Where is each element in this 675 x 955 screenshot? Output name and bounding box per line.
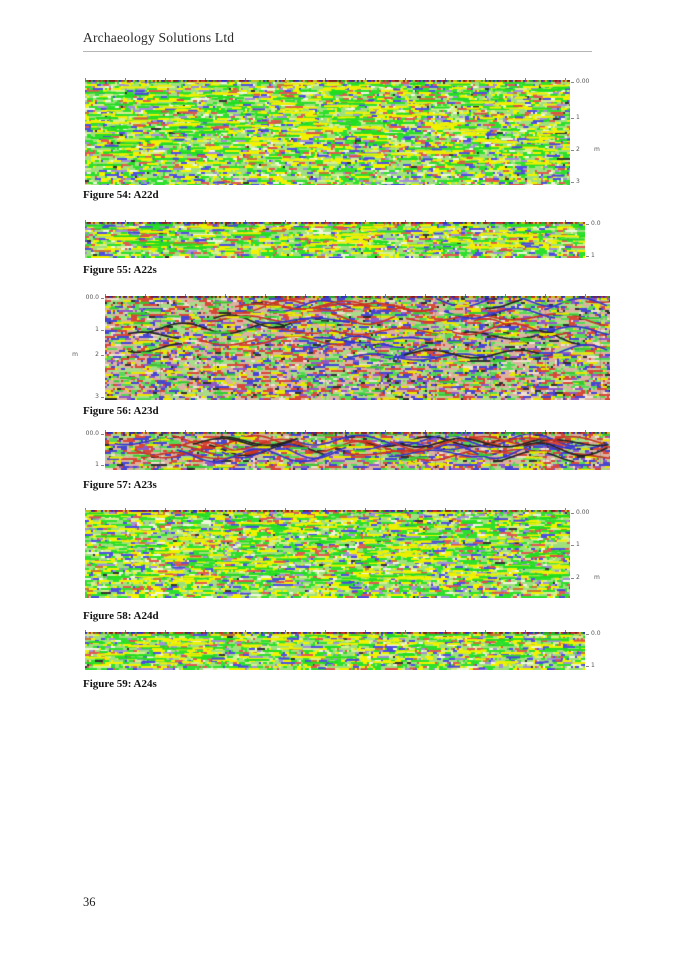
axis-tick-label: 0.00: [576, 508, 590, 516]
page-number: 36: [83, 895, 96, 909]
header-rule: [83, 51, 592, 52]
axis-tick-mark: [571, 182, 574, 183]
figure-caption-A24d: Figure 58: A24d: [83, 610, 159, 622]
top-ruler-ticks: [85, 508, 570, 510]
figure-caption-A22d: Figure 54: A22d: [83, 189, 159, 201]
axis-tick-label: 3: [95, 392, 99, 400]
axis-unit-label: m: [594, 574, 600, 582]
radargram-image-A24s: [85, 632, 585, 670]
axis-tick-mark: [571, 82, 574, 83]
axis-tick-label: 1: [95, 326, 99, 334]
top-ruler-ticks: [105, 294, 610, 296]
axis-tick-label: 2: [576, 145, 580, 153]
figure-caption-A24s: Figure 59: A24s: [83, 678, 157, 690]
axis-tick-mark: [571, 545, 574, 546]
figure-caption-A22s: Figure 55: A22s: [83, 264, 157, 276]
axis-tick-mark: [586, 224, 589, 225]
axis-tick-label: 2: [95, 351, 99, 359]
top-ruler-ticks: [85, 78, 570, 80]
radargram-image-A22d: [85, 80, 570, 185]
axis-tick-label: 1: [576, 541, 580, 549]
axis-tick-mark: [101, 298, 104, 299]
axis-tick-label: 0.0: [591, 219, 601, 227]
axis-tick-mark: [586, 666, 589, 667]
axis-tick-mark: [101, 434, 104, 435]
axis-unit-label: m: [72, 351, 78, 359]
axis-tick-label: 1: [576, 113, 580, 121]
top-ruler-ticks: [85, 220, 585, 222]
axis-unit-label: m: [594, 145, 600, 153]
axis-tick-label: 00.0: [85, 294, 99, 302]
axis-tick-mark: [101, 465, 104, 466]
radargram-image-A24d: [85, 510, 570, 598]
top-ruler-ticks: [85, 630, 585, 632]
header-title: Archaeology Solutions Ltd: [83, 30, 235, 45]
axis-tick-mark: [586, 256, 589, 257]
axis-tick-label: 0.00: [576, 78, 590, 86]
axis-tick-mark: [571, 150, 574, 151]
axis-tick-mark: [101, 355, 104, 356]
axis-tick-label: 2: [576, 574, 580, 582]
axis-tick-label: 1: [95, 461, 99, 469]
figure-caption-A23d: Figure 56: A23d: [83, 405, 159, 417]
axis-tick-mark: [571, 118, 574, 119]
axis-tick-mark: [101, 397, 104, 398]
figure-caption-A23s: Figure 57: A23s: [83, 479, 157, 491]
axis-tick-label: 00.0: [85, 429, 99, 437]
axis-tick-mark: [571, 578, 574, 579]
axis-tick-mark: [586, 634, 589, 635]
top-ruler-ticks: [105, 430, 610, 432]
radargram-image-A23d: [105, 296, 610, 400]
radargram-image-A23s: [105, 432, 610, 470]
axis-tick-label: 0.0: [591, 629, 601, 637]
axis-tick-label: 1: [591, 662, 595, 670]
axis-tick-label: 1: [591, 252, 595, 260]
radargram-image-A22s: [85, 222, 585, 258]
axis-tick-label: 3: [576, 177, 580, 185]
axis-tick-mark: [571, 513, 574, 514]
axis-tick-mark: [101, 330, 104, 331]
